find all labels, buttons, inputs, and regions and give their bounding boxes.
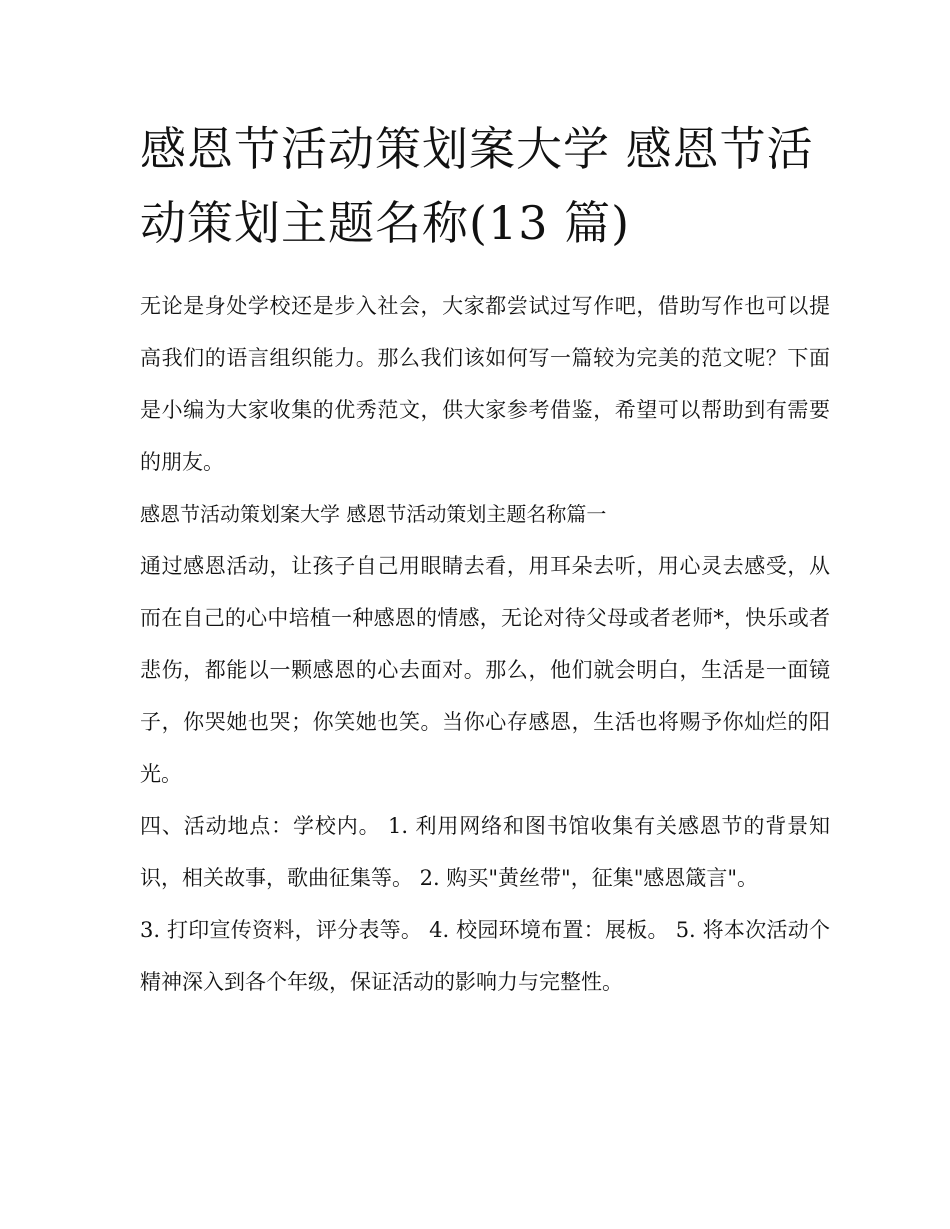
intro-paragraph: 无论是身处学校还是步入社会，大家都尝试过写作吧，借助写作也可以提高我们的语言组织能力。那么我们该如何写一篇较为完美的范文呢？下面是小编为大家收集的优秀范文，供大家参考借鉴，希望可以帮助到有需要的朋友。 [140,294,830,474]
body-paragraph: 3. 打印宣传资料，评分表等。 4. 校园环境布置：展板。 5. 将本次活动个精神深入到各个年级，保证活动的影响力与完整性。 [140,918,830,994]
body-paragraph: 通过感恩活动，让孩子自己用眼睛去看，用耳朵去听，用心灵去感受，从而在自己的心中培植一种感恩的情感，无论对待父母或者老师*，快乐或者悲伤，都能以一颗感恩的心去面对。那么，他们就会明白，生活是一面镜子，你哭她也哭；你笑她也笑。当你心存感恩，生活也将赐予你灿烂的阳光。 [140,554,830,786]
body-paragraph: 四、活动地点：学校内。 1. 利用网络和图书馆收集有关感恩节的背景知识，相关故事，歌曲征集等。 2. 购买"黄丝带"，征集"感恩箴言"。 [140,814,830,890]
document-page [140,112,830,1008]
section-heading: 感恩节活动策划案大学 感恩节活动策划主题名称篇一 [140,502,607,526]
document-title: 感恩节活动策划案大学 感恩节活动策划主题名称(13 篇) [140,122,814,250]
